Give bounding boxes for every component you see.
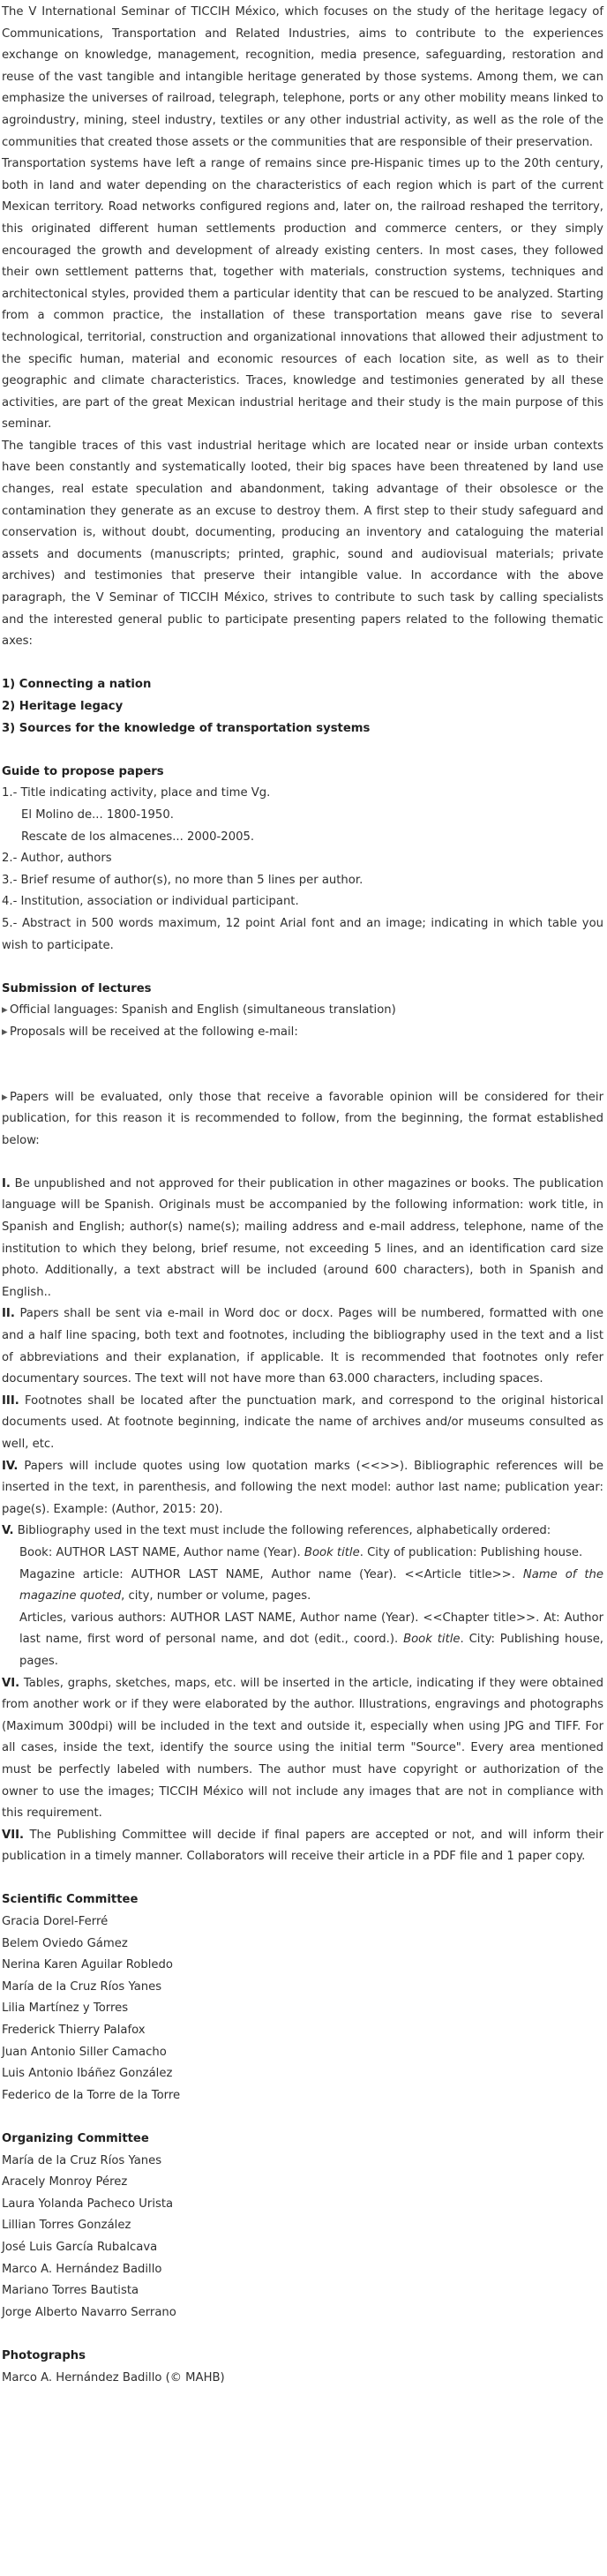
ref-text: . City: Publishing house, pages. xyxy=(19,1633,604,1668)
rule-number: IV. xyxy=(2,1459,19,1473)
rule-2 xyxy=(2,1303,603,1390)
list-item: Laura Yolanda Pacheco Urista xyxy=(2,2197,174,2211)
list-item: Mariano Torres Bautista xyxy=(2,2284,139,2298)
rule-text: Footnotes shall be located after the punctuation mark, and correspond to the original historical documents used. At footnote beginning, indicate the name of archives and/or museums consulted as well, etc. xyxy=(2,1393,603,1451)
list-item: Nerina Karen Aguilar Robledo xyxy=(2,1958,173,1972)
spacer xyxy=(2,740,603,762)
rule-text: Papers will include quotes using low quotation marks (<<>>). Bibliographic references will be inserted in the text, in parenthesis, and following the next model: author last name; publication year: page(s). Example: (Author, 2015: 20). xyxy=(2,1459,603,1516)
ref-title: Book title xyxy=(304,1545,360,1559)
evaluation-bullet xyxy=(2,1087,603,1153)
intro-paragraph-3: The tangible traces of this vast industrial heritage which are located near or inside urban contexts have been constantly and systematically looted, their big spaces have been threatened by land use changes, real estate speculation and abandonment, taking advantage of their obsolesce or the contamination they generate as an excuse to destroy them. A first step to their study safeguard and conservation is, without doubt, documenting, producing an inventory and cataloguing the material assets and documents (manuscripts; printed, graphic, sound and audiovisual materials; private archives) and testimonies that preserve their intangible value. In accordance with the above paragraph, the V Seminar of TICCIH México, strives to contribute to such task by calling specialists and the interested general public to participate presenting papers related to the following thematic axes: xyxy=(2,439,603,649)
guide-item-3: 3.- Brief resume of author(s), no more than 5 lines per author. xyxy=(2,873,363,887)
ref-text: , city, number or volume, pages. xyxy=(121,1589,311,1603)
rule-7 xyxy=(2,1825,603,1868)
list-item: Lilia Martínez y Torres xyxy=(2,2001,129,2016)
list-item: Jorge Alberto Navarro Serrano xyxy=(2,2305,176,2319)
rule-1 xyxy=(2,1174,603,1304)
scientific-committee-list xyxy=(2,1911,603,2107)
rule-number: V. xyxy=(2,1524,14,1538)
guide-heading: Guide to propose papers xyxy=(2,764,164,778)
submission-heading: Submission of lectures xyxy=(2,981,152,995)
ref-title: Book title xyxy=(403,1633,461,1647)
spacer xyxy=(2,2107,603,2129)
list-item: María de la Cruz Ríos Yanes xyxy=(2,2153,162,2167)
list-item: Federico de la Torre de la Torre xyxy=(2,2088,181,2102)
ref-text: . City of publication: Publishing house. xyxy=(359,1545,583,1559)
spacer xyxy=(2,1152,603,1174)
intro-paragraph-1: The V International Seminar of TICCIH México, which focuses on the study of the heritage legacy of Communications, Transportation and Related Industries, aims to contribute to the experiences exchange on knowledge, management, recognition, media presence, safeguarding, restoration and reuse of the vast tangible and intangible heritage generated by those systems. Among them, we can emphasize the universes of railroad, telegraph, telephone, ports or any other mobility means linked to agroindustry, mining, steel industry, textiles or any other industrial activity, as well as the role of the communities that created those assets or the communities that are responsible of their preservation. xyxy=(2,5,603,149)
rule-text: Tables, graphs, sketches, maps, etc. will be inserted in the article, indicating if they were obtained from another work or if they were elaborated by the author. Illustrations, engravings and photographs (Maximum 300dpi) will be included in the text and outside it, especially when using JPG and TIFF. For all cases, inside the text, identify the source using the initial term "Source". Every area mentioned must be perfectly labeled with numbers. The author must have copyright or authorization of the owner to use the images; TICCIH México will not include any images that are not in compliance with this requirement. xyxy=(2,1676,603,1821)
list-item: Gracia Dorel-Ferré xyxy=(2,1915,109,1929)
rule-5 xyxy=(2,1521,603,1543)
list-item: José Luis García Rubalcava xyxy=(2,2240,158,2254)
rule-number: II. xyxy=(2,1307,15,1321)
rule-text: Be unpublished and not approved for their publication in other magazines or books. The publication language will be Spanish. Originals must be accompanied by the following information: work title, in Spanish and English; author(s) name(s); mailing address and e-mail address, telephone, name of the institution to which they belong, brief resume, not exceeding 5 lines, and an identification card size photo. Additionally, a text abstract will be included (around 600 characters), both in Spanish and English.. xyxy=(2,1176,603,1299)
email-bullet xyxy=(2,1022,603,1044)
spacer xyxy=(2,1044,603,1087)
spacer xyxy=(2,957,603,979)
scientific-committee-heading: Scientific Committee xyxy=(2,1893,139,1907)
rule-number: III. xyxy=(2,1393,19,1408)
thematic-axis-3: 3) Sources for the knowledge of transportation systems xyxy=(2,721,371,735)
photographs-heading: Photographs xyxy=(2,2348,86,2362)
thematic-axis-1: 1) Connecting a nation xyxy=(2,678,152,692)
guide-item-5: 5.- Abstract in 500 words maximum, 12 point Arial font and an image; indicating in which table you wish to participate. xyxy=(2,916,603,952)
thematic-axis-2: 2) Heritage legacy xyxy=(2,700,124,713)
rule-6 xyxy=(2,1673,603,1825)
evaluation-text: Papers will be evaluated, only those that receive a favorable opinion will be considered for their publication, for this reason it is recommended to follow, from the beginning, the format established below: xyxy=(2,1090,603,1147)
list-item: Juan Antonio Siller Camacho xyxy=(2,2045,167,2059)
ref-text: Articles, various authors: AUTHOR LAST NAME, Author name (Year). <<Chapter title>>. At: Author last name, first word of personal name, and dot (edit., coord.). xyxy=(19,1611,603,1647)
list-item: Lillian Torres González xyxy=(2,2219,131,2233)
guide-example-2: Rescate de los almacenes... 2000-2005. xyxy=(21,830,255,844)
rule-number: VII. xyxy=(2,1828,25,1842)
guide-example-1: El Molino de... 1800-1950. xyxy=(21,807,174,822)
ref-text: Magazine article: AUTHOR LAST NAME, Author name (Year). <<Article title>>. xyxy=(19,1567,523,1581)
guide-item-2: 2.- Author, authors xyxy=(2,852,112,866)
guide-item-1: 1.- Title indicating activity, place and time Vg. xyxy=(2,786,271,800)
list-item: Luis Antonio Ibáñez González xyxy=(2,2067,173,2081)
list-item: Belem Oviedo Gámez xyxy=(2,1936,128,1950)
ref-title: Name of the magazine quoted xyxy=(19,1567,603,1603)
rule-text: Papers shall be sent via e-mail in Word doc or docx. Pages will be numbered, formatted with one and a half line spacing, both text and footnotes, including the bibliography used in the text and a list of abbreviations and their explanation, if applicable. It is recommended that footnotes only refer documentary sources. The text will not have more than 63.000 characters, including spaces. xyxy=(2,1307,603,1386)
reference-articles xyxy=(2,1608,603,1673)
rule-number: VI. xyxy=(2,1676,20,1690)
rule-number: I. xyxy=(2,1176,11,1190)
rule-4 xyxy=(2,1456,603,1521)
rule-text: The Publishing Committee will decide if final papers are accepted or not, and will inform their publication in a timely manner. Collaborators will receive their article in a PDF file and 1 paper copy. xyxy=(2,1828,603,1864)
languages-text: Official languages: Spanish and English (simultaneous translation) xyxy=(10,1003,396,1018)
spacer xyxy=(2,2324,603,2346)
languages-bullet xyxy=(2,1000,603,1022)
list-item: María de la Cruz Ríos Yanes xyxy=(2,1979,162,1994)
photo-credit: Marco A. Hernández Badillo (© MAHB) xyxy=(2,2370,225,2384)
reference-book xyxy=(2,1543,603,1565)
list-item: Frederick Thierry Palafox xyxy=(2,2024,146,2038)
guide-item-4: 4.- Institution, association or individual participant. xyxy=(2,895,299,909)
list-item: Aracely Monroy Pérez xyxy=(2,2175,128,2189)
ref-text: Book: AUTHOR LAST NAME, Author name (Year). xyxy=(19,1545,304,1559)
intro-paragraph-2: Transportation systems have left a range of remains since pre-Hispanic times up to the 20th century, both in land and water depending on the characteristics of each region which is part of the current Mexican territory. Road networks configured regions and, later on, the railroad reshaped the territory, this originated different human settlements production and commerce centers, or they simply encouraged the growth and development of already existing centers. In most cases, they followed their own settlement patterns that, together with materials, construction systems, techniques and architectonical styles, provided them a particular identity that can be rescued to be analyzed. Starting from a common practice, the installation of these transportation means gave rise to several technological, territorial, construction and organizational innovations that allowed their adjustment to the specific human, material and economic resources of each location site, as well as to their geographic and climate characteristics. Traces, knowledge and testimonies generated by all these activities, are part of the great Mexican industrial heritage and their study is the main purpose of this seminar. xyxy=(2,157,603,432)
email-text: Proposals will be received at the following e-mail: xyxy=(10,1025,298,1039)
spacer xyxy=(2,653,603,675)
rule-text: Bibliography used in the text must include the following references, alphabetically ordered: xyxy=(17,1524,551,1538)
organizing-committee-heading: Organizing Committee xyxy=(2,2132,149,2145)
rule-3 xyxy=(2,1391,603,1456)
organizing-committee-list xyxy=(2,2151,603,2324)
spacer xyxy=(2,1868,603,1890)
reference-magazine xyxy=(2,1565,603,1608)
list-item: Marco A. Hernández Badillo xyxy=(2,2262,162,2276)
